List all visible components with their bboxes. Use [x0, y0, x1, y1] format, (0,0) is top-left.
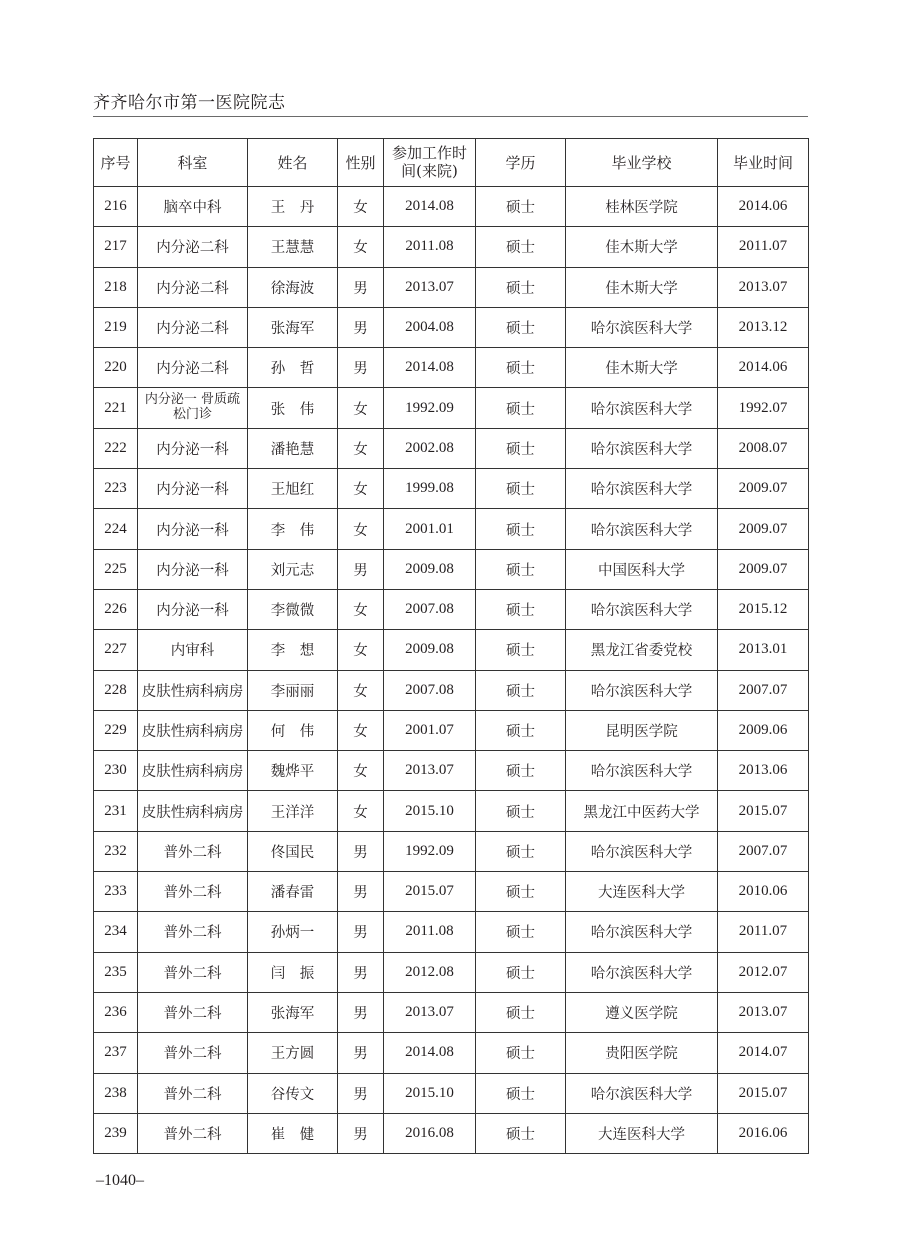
gender-cell: 男 [338, 348, 384, 388]
table-row [94, 872, 809, 912]
table-row [94, 428, 809, 468]
degree-cell: 硕士 [476, 428, 566, 468]
gender-cell: 女 [338, 469, 384, 509]
dept-cell: 普外二科 [138, 831, 248, 871]
name-cell: 王方圆 [248, 1033, 338, 1073]
dept-cell: 内分泌一科 [138, 428, 248, 468]
grad-date-cell: 2014.06 [718, 348, 809, 388]
gender-cell: 男 [338, 1033, 384, 1073]
col-header-seq: 序号 [94, 139, 138, 187]
seq-cell: 222 [94, 428, 138, 468]
gender-cell: 女 [338, 509, 384, 549]
name-cell: 李 想 [248, 630, 338, 670]
dept-cell: 内分泌一科 [138, 589, 248, 629]
gender-cell: 女 [338, 670, 384, 710]
gender-cell: 女 [338, 751, 384, 791]
degree-cell: 硕士 [476, 872, 566, 912]
staff-table [93, 138, 809, 1154]
start-date-cell: 2007.08 [384, 670, 476, 710]
dept-cell: 皮肤性病科病房 [138, 710, 248, 750]
header-rule [93, 116, 808, 117]
school-cell: 遵义医学院 [566, 992, 718, 1032]
school-cell: 哈尔滨医科大学 [566, 589, 718, 629]
col-header-start-date: 参加工作时间(来院) [384, 139, 476, 187]
table-row [94, 348, 809, 388]
school-cell: 黑龙江中医药大学 [566, 791, 718, 831]
start-date-cell: 2015.10 [384, 791, 476, 831]
table-row [94, 1033, 809, 1073]
dept-cell: 普外二科 [138, 952, 248, 992]
degree-cell: 硕士 [476, 710, 566, 750]
col-header-school: 毕业学校 [566, 139, 718, 187]
seq-cell: 236 [94, 992, 138, 1032]
school-cell: 桂林医学院 [566, 187, 718, 227]
dept-cell: 内分泌二科 [138, 267, 248, 307]
seq-cell: 237 [94, 1033, 138, 1073]
dept-cell: 皮肤性病科病房 [138, 670, 248, 710]
dept-cell: 内分泌一科 [138, 469, 248, 509]
start-date-cell: 2015.07 [384, 872, 476, 912]
degree-cell: 硕士 [476, 992, 566, 1032]
name-cell: 王慧慧 [248, 227, 338, 267]
start-date-cell: 2011.08 [384, 912, 476, 952]
start-date-cell: 2001.07 [384, 710, 476, 750]
degree-cell: 硕士 [476, 1033, 566, 1073]
school-cell: 大连医科大学 [566, 872, 718, 912]
degree-cell: 硕士 [476, 549, 566, 589]
table-row [94, 831, 809, 871]
gender-cell: 女 [338, 388, 384, 428]
school-cell: 大连医科大学 [566, 1113, 718, 1153]
seq-cell: 221 [94, 388, 138, 428]
dept-cell: 皮肤性病科病房 [138, 791, 248, 831]
start-date-cell: 1999.08 [384, 469, 476, 509]
table-row [94, 388, 809, 428]
grad-date-cell: 2009.07 [718, 549, 809, 589]
table-row [94, 267, 809, 307]
grad-date-cell: 2013.07 [718, 992, 809, 1032]
degree-cell: 硕士 [476, 187, 566, 227]
header-row [94, 139, 809, 187]
name-cell: 孙炳一 [248, 912, 338, 952]
school-cell: 哈尔滨医科大学 [566, 831, 718, 871]
gender-cell: 男 [338, 831, 384, 871]
gender-cell: 男 [338, 992, 384, 1032]
dept-cell: 内分泌一科 [138, 509, 248, 549]
table-row [94, 589, 809, 629]
col-header-grad-date: 毕业时间 [718, 139, 809, 187]
gender-cell: 女 [338, 187, 384, 227]
degree-cell: 硕士 [476, 952, 566, 992]
grad-date-cell: 2009.06 [718, 710, 809, 750]
name-cell: 徐海波 [248, 267, 338, 307]
table-row [94, 670, 809, 710]
seq-cell: 226 [94, 589, 138, 629]
dept-cell: 普外二科 [138, 912, 248, 952]
grad-date-cell: 2013.06 [718, 751, 809, 791]
gender-cell: 女 [338, 791, 384, 831]
grad-date-cell: 2014.06 [718, 187, 809, 227]
seq-cell: 223 [94, 469, 138, 509]
degree-cell: 硕士 [476, 388, 566, 428]
school-cell: 哈尔滨医科大学 [566, 1073, 718, 1113]
degree-cell: 硕士 [476, 751, 566, 791]
school-cell: 佳木斯大学 [566, 267, 718, 307]
school-cell: 哈尔滨医科大学 [566, 952, 718, 992]
name-cell: 刘元志 [248, 549, 338, 589]
seq-cell: 230 [94, 751, 138, 791]
table-row [94, 630, 809, 670]
degree-cell: 硕士 [476, 630, 566, 670]
start-date-cell: 2016.08 [384, 1113, 476, 1153]
start-date-cell: 2011.08 [384, 227, 476, 267]
school-cell: 哈尔滨医科大学 [566, 388, 718, 428]
name-cell: 王 丹 [248, 187, 338, 227]
gender-cell: 女 [338, 710, 384, 750]
grad-date-cell: 2013.12 [718, 307, 809, 347]
gender-cell: 男 [338, 1073, 384, 1113]
name-cell: 闫 振 [248, 952, 338, 992]
name-cell: 李微微 [248, 589, 338, 629]
grad-date-cell: 2015.07 [718, 1073, 809, 1113]
table-row [94, 912, 809, 952]
gender-cell: 男 [338, 1113, 384, 1153]
col-header-name: 姓名 [248, 139, 338, 187]
grad-date-cell: 2013.01 [718, 630, 809, 670]
start-date-cell: 2013.07 [384, 992, 476, 1032]
degree-cell: 硕士 [476, 912, 566, 952]
grad-date-cell: 2009.07 [718, 509, 809, 549]
start-date-cell: 2009.08 [384, 549, 476, 589]
degree-cell: 硕士 [476, 307, 566, 347]
degree-cell: 硕士 [476, 670, 566, 710]
start-date-cell: 2009.08 [384, 630, 476, 670]
table-row [94, 549, 809, 589]
col-header-dept: 科室 [138, 139, 248, 187]
name-cell: 王旭红 [248, 469, 338, 509]
dept-cell: 皮肤性病科病房 [138, 751, 248, 791]
school-cell: 哈尔滨医科大学 [566, 670, 718, 710]
dept-cell: 内分泌二科 [138, 227, 248, 267]
table-row [94, 791, 809, 831]
grad-date-cell: 2015.12 [718, 589, 809, 629]
degree-cell: 硕士 [476, 791, 566, 831]
school-cell: 哈尔滨医科大学 [566, 307, 718, 347]
name-cell: 佟国民 [248, 831, 338, 871]
school-cell: 哈尔滨医科大学 [566, 751, 718, 791]
gender-cell: 女 [338, 227, 384, 267]
degree-cell: 硕士 [476, 227, 566, 267]
grad-date-cell: 2012.07 [718, 952, 809, 992]
degree-cell: 硕士 [476, 509, 566, 549]
page-number: –1040– [96, 1172, 144, 1189]
table-row [94, 227, 809, 267]
school-cell: 哈尔滨医科大学 [566, 469, 718, 509]
seq-cell: 225 [94, 549, 138, 589]
start-date-cell: 2014.08 [384, 348, 476, 388]
table-row [94, 469, 809, 509]
start-date-cell: 2014.08 [384, 187, 476, 227]
seq-cell: 235 [94, 952, 138, 992]
dept-cell: 普外二科 [138, 1033, 248, 1073]
name-cell: 潘春雷 [248, 872, 338, 912]
gender-cell: 女 [338, 630, 384, 670]
seq-cell: 224 [94, 509, 138, 549]
name-cell: 谷传文 [248, 1073, 338, 1113]
dept-cell: 脑卒中科 [138, 187, 248, 227]
table-row [94, 307, 809, 347]
table-row [94, 992, 809, 1032]
start-date-cell: 2012.08 [384, 952, 476, 992]
table-body [94, 187, 809, 1154]
seq-cell: 233 [94, 872, 138, 912]
seq-cell: 229 [94, 710, 138, 750]
gender-cell: 男 [338, 952, 384, 992]
name-cell: 孙 哲 [248, 348, 338, 388]
degree-cell: 硕士 [476, 831, 566, 871]
grad-date-cell: 2007.07 [718, 831, 809, 871]
grad-date-cell: 2007.07 [718, 670, 809, 710]
gender-cell: 女 [338, 589, 384, 629]
school-cell: 贵阳医学院 [566, 1033, 718, 1073]
school-cell: 昆明医学院 [566, 710, 718, 750]
dept-cell: 普外二科 [138, 992, 248, 1032]
gender-cell: 男 [338, 307, 384, 347]
school-cell: 哈尔滨医科大学 [566, 428, 718, 468]
start-date-cell: 2001.01 [384, 509, 476, 549]
table-row [94, 1113, 809, 1153]
start-date-cell: 2004.08 [384, 307, 476, 347]
start-date-cell: 1992.09 [384, 388, 476, 428]
col-header-degree: 学历 [476, 139, 566, 187]
seq-cell: 231 [94, 791, 138, 831]
grad-date-cell: 2015.07 [718, 791, 809, 831]
start-date-cell: 2007.08 [384, 589, 476, 629]
dept-cell: 普外二科 [138, 1113, 248, 1153]
grad-date-cell: 2008.07 [718, 428, 809, 468]
table-row [94, 1073, 809, 1113]
degree-cell: 硕士 [476, 589, 566, 629]
gender-cell: 女 [338, 428, 384, 468]
seq-cell: 238 [94, 1073, 138, 1113]
seq-cell: 217 [94, 227, 138, 267]
seq-cell: 227 [94, 630, 138, 670]
start-date-cell: 2013.07 [384, 751, 476, 791]
school-cell: 佳木斯大学 [566, 348, 718, 388]
grad-date-cell: 2009.07 [718, 469, 809, 509]
dept-cell: 普外二科 [138, 1073, 248, 1113]
grad-date-cell: 2010.06 [718, 872, 809, 912]
start-date-cell: 2002.08 [384, 428, 476, 468]
start-date-cell: 2013.07 [384, 267, 476, 307]
name-cell: 张海军 [248, 992, 338, 1032]
name-cell: 李 伟 [248, 509, 338, 549]
school-cell: 哈尔滨医科大学 [566, 912, 718, 952]
table-header [94, 139, 809, 187]
name-cell: 张海军 [248, 307, 338, 347]
start-date-cell: 2014.08 [384, 1033, 476, 1073]
table-row [94, 952, 809, 992]
name-cell: 何 伟 [248, 710, 338, 750]
start-date-cell: 2015.10 [384, 1073, 476, 1113]
seq-cell: 219 [94, 307, 138, 347]
gender-cell: 男 [338, 549, 384, 589]
name-cell: 张 伟 [248, 388, 338, 428]
start-date-cell: 1992.09 [384, 831, 476, 871]
school-cell: 中国医科大学 [566, 549, 718, 589]
table-row [94, 751, 809, 791]
grad-date-cell: 2011.07 [718, 227, 809, 267]
school-cell: 黑龙江省委党校 [566, 630, 718, 670]
gender-cell: 男 [338, 267, 384, 307]
degree-cell: 硕士 [476, 267, 566, 307]
grad-date-cell: 1992.07 [718, 388, 809, 428]
school-cell: 哈尔滨医科大学 [566, 509, 718, 549]
dept-cell: 普外二科 [138, 872, 248, 912]
dept-cell: 内分泌二科 [138, 307, 248, 347]
degree-cell: 硕士 [476, 1073, 566, 1113]
degree-cell: 硕士 [476, 348, 566, 388]
table-row [94, 187, 809, 227]
seq-cell: 218 [94, 267, 138, 307]
seq-cell: 228 [94, 670, 138, 710]
grad-date-cell: 2014.07 [718, 1033, 809, 1073]
seq-cell: 239 [94, 1113, 138, 1153]
name-cell: 潘艳慧 [248, 428, 338, 468]
gender-cell: 男 [338, 872, 384, 912]
grad-date-cell: 2013.07 [718, 267, 809, 307]
grad-date-cell: 2016.06 [718, 1113, 809, 1153]
seq-cell: 216 [94, 187, 138, 227]
name-cell: 崔 健 [248, 1113, 338, 1153]
degree-cell: 硕士 [476, 1113, 566, 1153]
grad-date-cell: 2011.07 [718, 912, 809, 952]
col-header-gender: 性别 [338, 139, 384, 187]
school-cell: 佳木斯大学 [566, 227, 718, 267]
running-head-title: 齐齐哈尔市第一医院院志 [93, 93, 286, 113]
dept-cell: 内分泌一科 [138, 549, 248, 589]
table-row [94, 509, 809, 549]
name-cell: 王洋洋 [248, 791, 338, 831]
name-cell: 魏烨平 [248, 751, 338, 791]
gender-cell: 男 [338, 912, 384, 952]
seq-cell: 232 [94, 831, 138, 871]
degree-cell: 硕士 [476, 469, 566, 509]
table-row [94, 710, 809, 750]
seq-cell: 234 [94, 912, 138, 952]
dept-cell: 内分泌二科 [138, 348, 248, 388]
dept-cell: 内审科 [138, 630, 248, 670]
name-cell: 李丽丽 [248, 670, 338, 710]
dept-cell: 内分泌一 骨质疏松门诊 [138, 388, 248, 428]
seq-cell: 220 [94, 348, 138, 388]
